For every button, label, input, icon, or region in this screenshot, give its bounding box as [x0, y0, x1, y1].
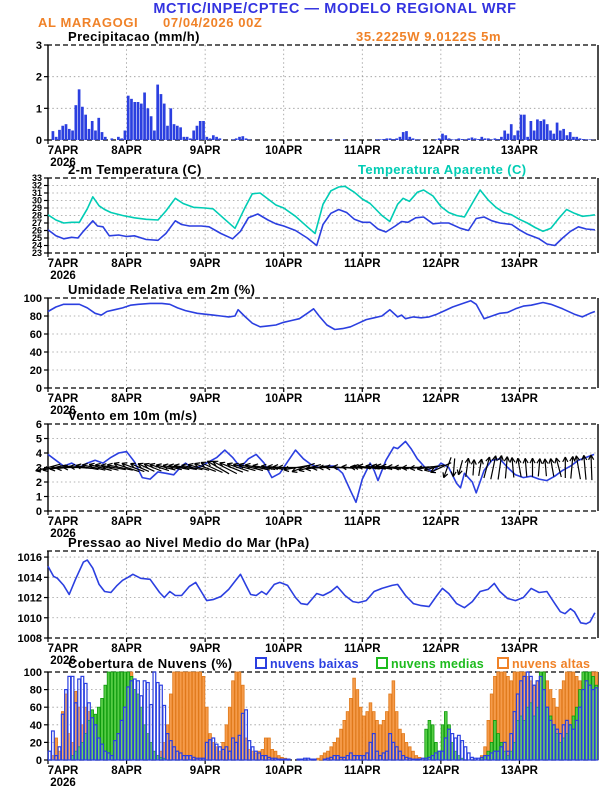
x-tick-label: 7APR [47, 258, 79, 270]
cloud-cover-panel [24, 667, 599, 789]
x-tick-label: 11APR [344, 765, 381, 777]
series-line [48, 301, 595, 330]
x-axis-year-label: 2026 [50, 655, 76, 667]
y-tick-label: 1 [35, 491, 42, 504]
mslp-panel [18, 551, 599, 667]
y-tick-label: 40 [29, 719, 42, 732]
x-tick-label: 9APR [189, 516, 221, 528]
y-tick-label: 31 [31, 188, 42, 198]
x-tick-label: 12APR [422, 258, 460, 270]
legend-label-low-clouds: nuvens baixas [270, 657, 359, 671]
x-tick-label: 7APR [47, 393, 79, 405]
x-tick-label: 9APR [189, 145, 221, 157]
y-tick-label: 60 [29, 329, 42, 341]
x-tick-label: 10APR [265, 643, 303, 655]
y-tick-label: 0 [35, 506, 42, 518]
x-axis-year-label: 2026 [50, 270, 76, 282]
y-tick-label: 80 [29, 684, 42, 697]
legend-label-mid-clouds: nuvens medias [391, 657, 484, 671]
y-tick-label: 20 [29, 365, 42, 377]
y-tick-label: 25 [31, 233, 42, 243]
x-tick-label: 12APR [422, 393, 460, 405]
x-tick-label: 13APR [500, 765, 538, 777]
x-tick-label: 13APR [500, 516, 538, 528]
y-tick-label: 30 [31, 195, 42, 206]
x-tick-label: 7APR [47, 145, 79, 157]
y-tick-label: 4 [35, 448, 42, 460]
panel-title-clouds: Cobertura de Nuvens (%) [68, 656, 233, 671]
legend-swatch-mid-clouds-icon [377, 658, 387, 668]
x-tick-label: 7APR [47, 765, 79, 777]
x-tick-label: 7APR [47, 643, 79, 655]
x-tick-label: 8APR [111, 258, 142, 270]
x-tick-label: 8APR [111, 765, 142, 777]
precipitation-panel [36, 40, 599, 169]
x-tick-label: 12APR [422, 145, 460, 157]
precip-bars [52, 85, 595, 140]
x-tick-label: 11APR [344, 258, 381, 270]
y-tick-label: 1010 [17, 612, 42, 625]
x-tick-label: 13APR [500, 643, 538, 655]
x-tick-label: 13APR [500, 145, 538, 157]
y-tick-label: 1016 [17, 552, 42, 565]
panel-title-wind: Vento em 10m (m/s) [68, 408, 198, 423]
x-tick-label: 10APR [265, 765, 303, 777]
y-tick-label: 0 [35, 383, 42, 395]
x-tick-label: 10APR [265, 145, 303, 157]
wind-10m-panel [36, 419, 599, 540]
x-tick-label: 12APR [422, 643, 460, 655]
y-tick-label: 6 [35, 419, 42, 431]
y-tick-label: 3 [35, 462, 42, 475]
y-tick-label: 3 [35, 40, 42, 52]
panel-title-pressure: Pressao ao Nivel Medio do Mar (hPa) [68, 535, 310, 550]
x-tick-label: 9APR [189, 643, 221, 655]
x-tick-label: 10APR [265, 516, 303, 528]
panel-title-temperature: 2-m Temperatura (C) [68, 162, 202, 177]
y-tick-label: 40 [29, 347, 42, 359]
coords-label: 35.2225W 9.0122S 5m [356, 29, 502, 44]
y-tick-label: 20 [29, 737, 42, 750]
x-tick-label: 9APR [189, 765, 221, 777]
legend-label-high-clouds: nuvens altas [512, 657, 591, 671]
y-tick-label: 32 [31, 180, 42, 191]
station-label: AL MARAGOGI [38, 15, 139, 30]
x-tick-label: 13APR [500, 393, 538, 405]
x-tick-label: 11APR [344, 145, 381, 157]
x-tick-label: 12APR [422, 765, 460, 777]
y-tick-label: 26 [31, 225, 42, 236]
x-tick-label: 8APR [111, 516, 142, 528]
panel-title-humidity: Umidade Relativa em 2m (%) [68, 282, 256, 297]
x-tick-label: 9APR [189, 258, 221, 270]
y-tick-label: 1008 [17, 633, 42, 645]
y-tick-label: 5 [35, 433, 42, 446]
y-tick-label: 80 [29, 311, 42, 323]
x-tick-label: 13APR [500, 258, 538, 270]
temperature-2m-panel [32, 173, 599, 282]
y-tick-label: 27 [31, 218, 42, 228]
panel-title-precipitation: Precipitacao (mm/h) [68, 29, 200, 44]
y-tick-label: 1012 [17, 592, 42, 605]
y-tick-label: 33 [31, 173, 42, 183]
y-tick-label: 2 [35, 477, 42, 489]
x-tick-label: 8APR [111, 145, 142, 157]
x-tick-label: 7APR [47, 516, 79, 528]
y-tick-label: 2 [35, 71, 42, 84]
y-tick-label: 100 [23, 667, 42, 679]
y-tick-label: 1014 [17, 572, 42, 585]
y-tick-label: 29 [31, 203, 42, 213]
y-tick-label: 1 [35, 103, 42, 116]
y-tick-label: 0 [35, 755, 42, 767]
wind-arrows [36, 455, 594, 480]
x-axis-year-label: 2026 [50, 405, 76, 417]
x-tick-label: 10APR [265, 258, 303, 270]
main-title: MCTIC/INPE/CPTEC — MODELO REGIONAL WRF [153, 1, 517, 17]
run-datetime: 07/04/2026 00Z [163, 15, 263, 30]
legend-swatch-high-clouds-icon [498, 658, 508, 668]
x-tick-label: 11APR [344, 643, 381, 655]
y-tick-label: 60 [29, 702, 42, 715]
x-axis-year-label: 2026 [50, 528, 76, 540]
y-tick-label: 0 [35, 135, 42, 147]
series-line [48, 560, 595, 624]
x-tick-label: 9APR [189, 393, 221, 405]
x-tick-label: 11APR [344, 393, 381, 405]
x-tick-label: 8APR [111, 643, 142, 655]
x-tick-label: 10APR [265, 393, 303, 405]
legend-swatch-low-clouds-icon [256, 658, 266, 668]
x-tick-label: 11APR [344, 516, 381, 528]
x-tick-label: 12APR [422, 516, 460, 528]
panel-title-apparent-temperature: Temperatura Aparente (C) [358, 162, 527, 177]
x-tick-label: 8APR [111, 393, 142, 405]
y-tick-label: 28 [31, 210, 42, 221]
x-axis-year-label: 2026 [50, 157, 76, 169]
relative-humidity-2m-panel [24, 293, 599, 417]
y-tick-label: 24 [31, 240, 42, 251]
y-tick-label: 23 [31, 248, 42, 258]
y-tick-label: 100 [23, 293, 42, 305]
x-axis-year-label: 2026 [50, 777, 76, 789]
series-line [48, 441, 594, 502]
